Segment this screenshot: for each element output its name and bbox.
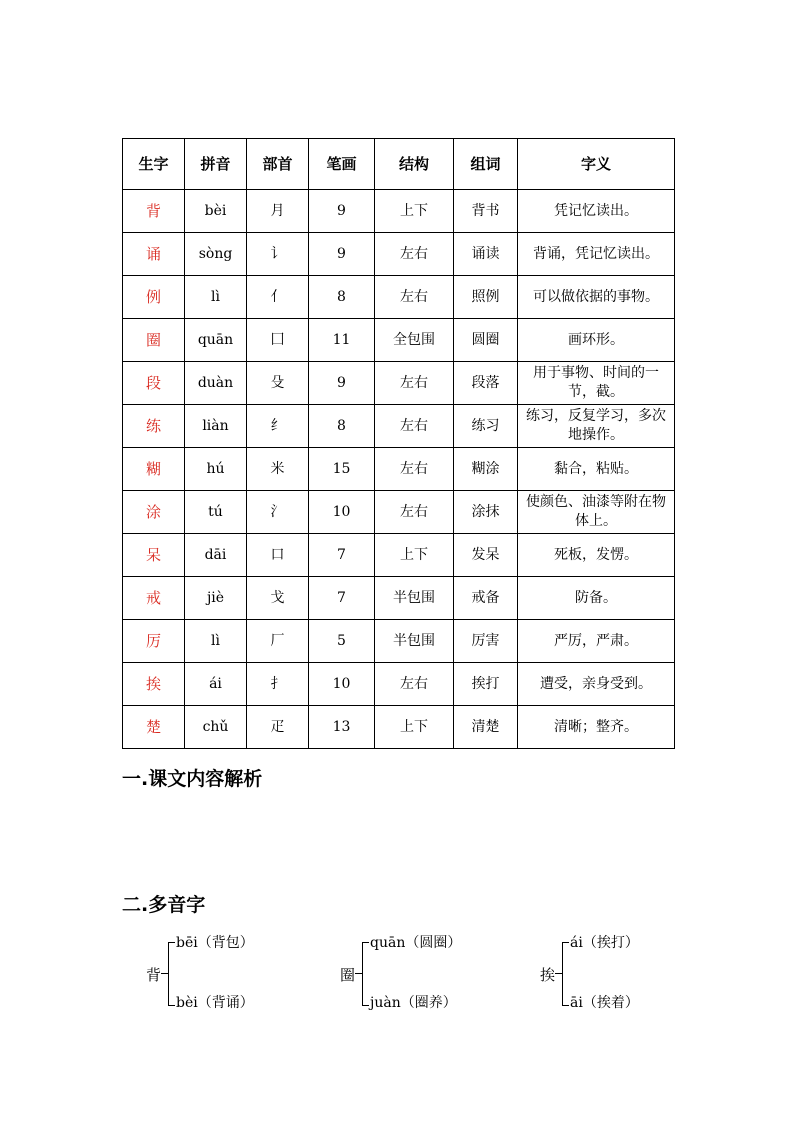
cell-char: 例 (123, 276, 185, 319)
cell-meaning: 遭受，亲身受到。 (518, 663, 675, 706)
cell-meaning: 使颜色、油漆等附在物体上。 (518, 491, 675, 534)
cell-radical: 疋 (247, 706, 309, 749)
cell-structure: 左右 (375, 448, 454, 491)
cell-radical: 口 (247, 534, 309, 577)
cell-pinyin: lì (185, 620, 247, 663)
table-row (123, 448, 675, 491)
cell-word: 戒备 (454, 577, 518, 620)
cell-word: 段落 (454, 362, 518, 405)
vocab-table (122, 138, 675, 749)
polyphonic-reading: āi（挨着） (570, 995, 639, 1011)
table-row (123, 491, 675, 534)
cell-char: 戒 (123, 577, 185, 620)
table-row (123, 276, 675, 319)
cell-meaning: 练习，反复学习，多次地操作。 (518, 405, 675, 448)
cell-radical: 氵 (247, 491, 309, 534)
cell-radical: 囗 (247, 319, 309, 362)
cell-pinyin: chǔ (185, 706, 247, 749)
cell-radical: 亻 (247, 276, 309, 319)
table-row (123, 620, 675, 663)
cell-radical: 戈 (247, 577, 309, 620)
table-row (123, 319, 675, 362)
polyphonic-reading: ái（挨打） (570, 935, 639, 951)
cell-strokes: 7 (309, 577, 375, 620)
cell-char: 圈 (123, 319, 185, 362)
cell-structure: 上下 (375, 706, 454, 749)
polyphonic-char: 挨 (540, 966, 556, 984)
cell-pinyin: tú (185, 491, 247, 534)
cell-radical: 扌 (247, 663, 309, 706)
cell-strokes: 9 (309, 233, 375, 276)
header-char: 生字 (123, 139, 185, 190)
table-row (123, 663, 675, 706)
cell-pinyin: hú (185, 448, 247, 491)
polyphonic-reading: bēi（背包） (176, 935, 254, 951)
cell-strokes: 10 (309, 663, 375, 706)
cell-word: 圆圈 (454, 319, 518, 362)
polyphonic-char: 背 (146, 966, 162, 984)
cell-word: 照例 (454, 276, 518, 319)
cell-strokes: 13 (309, 706, 375, 749)
cell-radical: 厂 (247, 620, 309, 663)
cell-strokes: 11 (309, 319, 375, 362)
cell-structure: 半包围 (375, 577, 454, 620)
cell-meaning: 清晰；整齐。 (518, 706, 675, 749)
table-row (123, 362, 675, 405)
cell-structure: 左右 (375, 405, 454, 448)
header-pinyin: 拼音 (185, 139, 247, 190)
cell-char: 练 (123, 405, 185, 448)
cell-char: 背 (123, 190, 185, 233)
brace-bracket (362, 942, 369, 1006)
cell-strokes: 9 (309, 362, 375, 405)
cell-word: 发呆 (454, 534, 518, 577)
cell-radical: 月 (247, 190, 309, 233)
cell-pinyin: ái (185, 663, 247, 706)
polyphonic-reading: quān（圆圈） (370, 935, 462, 951)
cell-word: 挨打 (454, 663, 518, 706)
cell-char: 诵 (123, 233, 185, 276)
cell-pinyin: jiè (185, 577, 247, 620)
cell-pinyin: bèi (185, 190, 247, 233)
polyphonic-group (146, 932, 346, 1022)
table-row (123, 233, 675, 276)
section-heading-polyphonic: 二.多音字 (122, 894, 206, 916)
cell-meaning: 防备。 (518, 577, 675, 620)
cell-pinyin: duàn (185, 362, 247, 405)
cell-meaning: 用于事物、时间的一节，截。 (518, 362, 675, 405)
cell-word: 清楚 (454, 706, 518, 749)
table-row (123, 577, 675, 620)
cell-word: 糊涂 (454, 448, 518, 491)
table-row (123, 534, 675, 577)
cell-meaning: 死板，发愣。 (518, 534, 675, 577)
cell-char: 涂 (123, 491, 185, 534)
table-header-row (123, 139, 675, 190)
cell-strokes: 8 (309, 405, 375, 448)
cell-word: 背书 (454, 190, 518, 233)
cell-char: 段 (123, 362, 185, 405)
polyphonic-reading: juàn（圈养） (370, 995, 457, 1011)
cell-char: 挨 (123, 663, 185, 706)
cell-radical: 讠 (247, 233, 309, 276)
cell-word: 诵读 (454, 233, 518, 276)
cell-structure: 左右 (375, 276, 454, 319)
polyphonic-char: 圈 (340, 966, 356, 984)
table-row (123, 190, 675, 233)
cell-char: 楚 (123, 706, 185, 749)
cell-structure: 上下 (375, 534, 454, 577)
header-word: 组词 (454, 139, 518, 190)
cell-meaning: 黏合，粘贴。 (518, 448, 675, 491)
cell-structure: 左右 (375, 663, 454, 706)
cell-pinyin: dāi (185, 534, 247, 577)
cell-char: 呆 (123, 534, 185, 577)
cell-strokes: 8 (309, 276, 375, 319)
header-meaning: 字义 (518, 139, 675, 190)
brace-bracket (168, 942, 175, 1006)
cell-meaning: 凭记忆读出。 (518, 190, 675, 233)
cell-word: 厉害 (454, 620, 518, 663)
cell-meaning: 可以做依据的事物。 (518, 276, 675, 319)
cell-strokes: 5 (309, 620, 375, 663)
cell-strokes: 15 (309, 448, 375, 491)
table-body (123, 190, 675, 749)
cell-pinyin: sòng (185, 233, 247, 276)
brace-bracket (562, 942, 569, 1006)
cell-radical: 纟 (247, 405, 309, 448)
cell-meaning: 背诵，凭记忆读出。 (518, 233, 675, 276)
header-radical: 部首 (247, 139, 309, 190)
cell-pinyin: quān (185, 319, 247, 362)
header-strokes: 笔画 (309, 139, 375, 190)
cell-radical: 米 (247, 448, 309, 491)
cell-pinyin: lì (185, 276, 247, 319)
cell-structure: 左右 (375, 362, 454, 405)
polyphonic-group (540, 932, 740, 1022)
cell-meaning: 严厉，严肃。 (518, 620, 675, 663)
table-row (123, 706, 675, 749)
header-structure: 结构 (375, 139, 454, 190)
cell-structure: 左右 (375, 233, 454, 276)
cell-structure: 左右 (375, 491, 454, 534)
cell-pinyin: liàn (185, 405, 247, 448)
section-heading-content-analysis: 一.课文内容解析 (122, 768, 263, 790)
polyphonic-reading: bèi（背诵） (176, 995, 254, 1011)
cell-strokes: 9 (309, 190, 375, 233)
polyphonic-group (340, 932, 540, 1022)
cell-structure: 半包围 (375, 620, 454, 663)
cell-char: 糊 (123, 448, 185, 491)
cell-meaning: 画环形。 (518, 319, 675, 362)
cell-structure: 上下 (375, 190, 454, 233)
table-row (123, 405, 675, 448)
cell-radical: 殳 (247, 362, 309, 405)
cell-word: 练习 (454, 405, 518, 448)
cell-strokes: 7 (309, 534, 375, 577)
cell-structure: 全包围 (375, 319, 454, 362)
cell-word: 涂抹 (454, 491, 518, 534)
cell-char: 厉 (123, 620, 185, 663)
cell-strokes: 10 (309, 491, 375, 534)
